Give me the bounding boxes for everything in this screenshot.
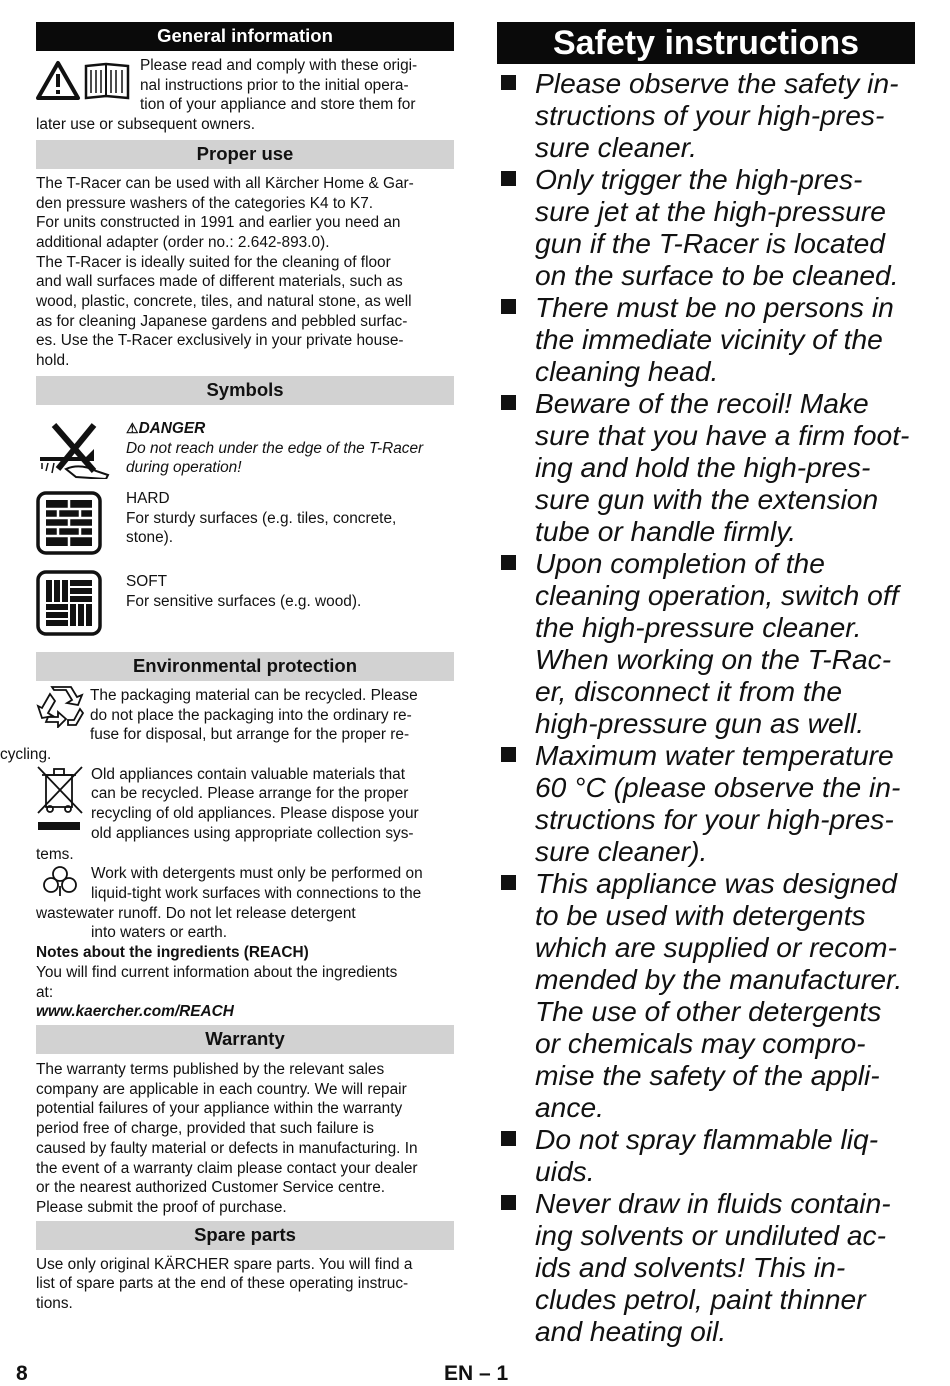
- warning-manual-icon: [36, 60, 136, 102]
- safety-bullet-item: [497, 1123, 915, 1187]
- proper-use-line: For units constructed in 1991 and earlier you need an: [36, 214, 401, 232]
- recycle-line: The packaging material can be recycled. Please: [90, 686, 418, 704]
- soft-line: For sensitive surfaces (e.g. wood).: [126, 592, 362, 610]
- square-bullet-icon: [501, 299, 516, 314]
- proper-use-line: additional adapter (order no.: 2.642-893.0).: [36, 233, 330, 251]
- no-reach-under-icon: [36, 419, 120, 479]
- safety-bullet-line: Maximum water temperature: [535, 739, 894, 771]
- safety-bullet-list: [497, 67, 915, 1347]
- safety-bullet-line: or chemicals may compro-: [535, 1027, 866, 1059]
- danger-line: during operation!: [126, 459, 242, 477]
- safety-bullet-line: gun if the T-Racer is located: [535, 227, 885, 259]
- recycling-icon: [36, 686, 84, 728]
- safety-bullet-line: When working on the T-Rac-: [535, 643, 892, 675]
- symbols-heading: Symbols: [36, 376, 454, 405]
- hard-line: stone).: [126, 529, 174, 547]
- detergent-line: into waters or earth.: [91, 924, 228, 942]
- environmental-section: [0, 686, 454, 1022]
- safety-bullet-line: which are supplied or recom-: [535, 931, 897, 963]
- square-bullet-icon: [501, 75, 516, 90]
- proper-use-line: hold.: [36, 352, 70, 370]
- warranty-line: caused by faulty material or defects in manufacturing. In: [36, 1139, 418, 1157]
- safety-bullet-line: sure jet at the high-pressure: [535, 195, 886, 227]
- safety-bullet-line: cleaning head.: [535, 355, 719, 387]
- recycle-line: do not place the packaging into the ordinary re-: [90, 706, 412, 724]
- left-column: [0, 22, 454, 1314]
- warranty-line: The warranty terms published by the relevant sales: [36, 1060, 385, 1078]
- safety-bullet-line: structions of your high-pres-: [535, 99, 885, 131]
- spare-parts-heading: Spare parts: [36, 1221, 454, 1250]
- warning-triangle-icon: ⚠: [126, 419, 139, 436]
- safety-bullet-line: The use of other detergents: [535, 995, 882, 1027]
- warranty-line: potential failures of your appliance within the warranty: [36, 1100, 403, 1118]
- warranty-line: Please submit the proof of purchase.: [36, 1198, 287, 1216]
- soft-label: SOFT: [126, 572, 168, 590]
- danger-line: Do not reach under the edge of the T-Racer: [126, 439, 424, 457]
- safety-bullet-line: the high-pressure cleaner.: [535, 611, 862, 643]
- hard-symbol-row: [36, 489, 454, 566]
- safety-bullet-item: [497, 547, 915, 739]
- reach-heading: Notes about the ingredients (REACH): [36, 944, 309, 962]
- warranty-line: company are applicable in each country. We will repair: [36, 1080, 407, 1098]
- environmental-protection-heading: Environmental protection: [36, 652, 454, 681]
- safety-bullet-item: [497, 291, 915, 387]
- safety-bullet-line: structions for your high-pres-: [535, 803, 894, 835]
- general-line-4: later use or subsequent owners.: [36, 116, 256, 134]
- warranty-section: [36, 1060, 454, 1218]
- spare-line: list of spare parts at the end of these operating instruc-: [36, 1275, 409, 1293]
- old-appliances-line: can be recycled. Please arrange for the proper: [91, 785, 409, 803]
- danger-label: DANGER: [138, 419, 206, 437]
- proper-use-line: as for cleaning Japanese gardens and pebbled surfac-: [36, 312, 408, 330]
- safety-bullet-line: ance.: [535, 1091, 604, 1123]
- safety-bullet-line: mise the safety of the appli-: [535, 1059, 880, 1091]
- hard-surface-icon: [36, 491, 102, 555]
- recycle-paragraph: [0, 686, 454, 765]
- general-information-section: [36, 56, 454, 135]
- safety-bullet-item: [497, 67, 915, 163]
- safety-bullet-line: Only trigger the high-pres-: [535, 163, 863, 195]
- safety-bullet-item: [497, 739, 915, 867]
- safety-bullet-line: cludes petrol, paint thinner: [535, 1283, 866, 1315]
- old-appliances-line: Old appliances contain valuable materials that: [91, 765, 405, 783]
- recycle-line: fuse for disposal, but arrange for the proper re-: [90, 726, 410, 744]
- safety-bullet-line: er, disconnect it from the: [535, 675, 843, 707]
- detergent-line: Work with detergents must only be performed on: [91, 865, 423, 883]
- safety-bullet-line: mended by the manufacturer.: [535, 963, 903, 995]
- square-bullet-icon: [501, 1131, 516, 1146]
- square-bullet-icon: [501, 1195, 516, 1210]
- old-appliances-line: recycling of old appliances. Please dispose your: [91, 805, 419, 823]
- safety-bullet-line: Please observe the safety in-: [535, 67, 899, 99]
- old-appliances-line: old appliances using appropriate collection sys-: [91, 824, 414, 842]
- general-line-2: nal instructions prior to the initial opera-: [140, 76, 409, 94]
- safety-bullet-line: and heating oil.: [535, 1315, 727, 1347]
- square-bullet-icon: [501, 171, 516, 186]
- safety-bullet-line: sure that you have a firm foot-: [535, 419, 910, 451]
- reach-line: You will find current information about the ingredients: [36, 963, 398, 981]
- safety-bullet-line: There must be no persons in: [535, 291, 894, 323]
- crossed-bin-icon: [36, 765, 84, 845]
- right-column: [497, 22, 915, 1347]
- safety-bullet-line: on the surface to be cleaned.: [535, 259, 899, 291]
- reach-url-link[interactable]: www.kaercher.com/REACH: [36, 1003, 234, 1021]
- safety-bullet-line: ing and hold the high-pres-: [535, 451, 871, 483]
- spare-line: tions.: [36, 1295, 73, 1313]
- square-bullet-icon: [501, 395, 516, 410]
- safety-bullet-line: 60 °C (please observe the in-: [535, 771, 901, 803]
- safety-bullet-line: Beware of the recoil! Make: [535, 387, 869, 419]
- square-bullet-icon: [501, 747, 516, 762]
- safety-bullet-line: ing solvents or undiluted ac-: [535, 1219, 886, 1251]
- safety-bullet-line: sure gun with the extension: [535, 483, 879, 515]
- reach-line: at:: [36, 983, 54, 1001]
- safety-bullet-line: This appliance was designed: [535, 867, 897, 899]
- safety-bullet-line: Never draw in fluids contain-: [535, 1187, 891, 1219]
- safety-bullet-line: high-pressure gun as well.: [535, 707, 865, 739]
- proper-use-line: and wall surfaces made of different materials, such as: [36, 273, 403, 291]
- safety-bullet-line: sure cleaner.: [535, 131, 697, 163]
- old-appliances-paragraph: [36, 765, 454, 865]
- safety-bullet-line: uids.: [535, 1155, 595, 1187]
- warranty-line: period free of charge, provided that such failure is: [36, 1120, 374, 1138]
- square-bullet-icon: [501, 555, 516, 570]
- warranty-line: the event of a warranty claim please contact your dealer: [36, 1159, 418, 1177]
- proper-use-section: [36, 174, 454, 371]
- safety-instructions-heading: Safety instructions: [497, 22, 915, 64]
- proper-use-heading: Proper use: [36, 140, 454, 169]
- detergent-line: liquid-tight work surfaces with connections to the: [91, 885, 422, 903]
- warranty-heading: Warranty: [36, 1025, 454, 1054]
- safety-bullet-line: the immediate vicinity of the: [535, 323, 883, 355]
- language-page-label: EN – 1: [444, 1362, 509, 1385]
- general-line-1: Please read and comply with these origi-: [140, 57, 418, 74]
- safety-bullet-line: Do not spray flammable liq-: [535, 1123, 879, 1155]
- proper-use-line: The T-Racer is ideally suited for the cleaning of floor: [36, 253, 391, 271]
- safety-bullet-item: [497, 867, 915, 1123]
- proper-use-line: The T-Racer can be used with all Kärcher Home & Gar-: [36, 174, 414, 192]
- danger-label-row: [126, 419, 454, 439]
- detergent-line: wastewater runoff. Do not let release detergent: [36, 904, 356, 922]
- square-bullet-icon: [501, 875, 516, 890]
- danger-symbol-row: [36, 419, 454, 485]
- old-appliances-line: tems.: [36, 845, 74, 863]
- safety-bullet-item: [497, 163, 915, 291]
- warranty-line: or the nearest authorized Customer Service centre.: [36, 1179, 386, 1197]
- soft-symbol-row: [36, 570, 454, 648]
- safety-bullet-line: Upon completion of the: [535, 547, 825, 579]
- safety-bullet-line: sure cleaner).: [535, 835, 708, 867]
- proper-use-line: wood, plastic, concrete, tiles, and natural stone, as well: [36, 293, 412, 311]
- safety-bullet-line: ids and solvents! This in-: [535, 1251, 846, 1283]
- page-number: 8: [16, 1362, 28, 1385]
- safety-bullet-line: to be used with detergents: [535, 899, 866, 931]
- spare-line: Use only original KÄRCHER spare parts. You will find a: [36, 1255, 413, 1273]
- safety-bullet-line: cleaning operation, switch off: [535, 579, 899, 611]
- safety-bullet-item: [497, 1187, 915, 1347]
- hard-label: HARD: [126, 489, 170, 507]
- spare-parts-section: [36, 1255, 454, 1314]
- proper-use-line: es. Use the T-Racer exclusively in your private house-: [36, 332, 404, 350]
- safety-bullet-item: [497, 387, 915, 547]
- general-information-heading: General information: [36, 22, 454, 51]
- hard-line: For sturdy surfaces (e.g. tiles, concrete,: [126, 509, 397, 527]
- detergents-paragraph: [36, 864, 454, 943]
- recycle-line: cycling.: [0, 745, 52, 763]
- proper-use-line: den pressure washers of the categories K4 to K7.: [36, 194, 374, 212]
- detergent-drops-icon: [36, 864, 84, 900]
- safety-bullet-line: tube or handle firmly.: [535, 515, 797, 547]
- general-line-3: tion of your appliance and store them for: [140, 96, 416, 114]
- soft-surface-icon: [36, 570, 102, 636]
